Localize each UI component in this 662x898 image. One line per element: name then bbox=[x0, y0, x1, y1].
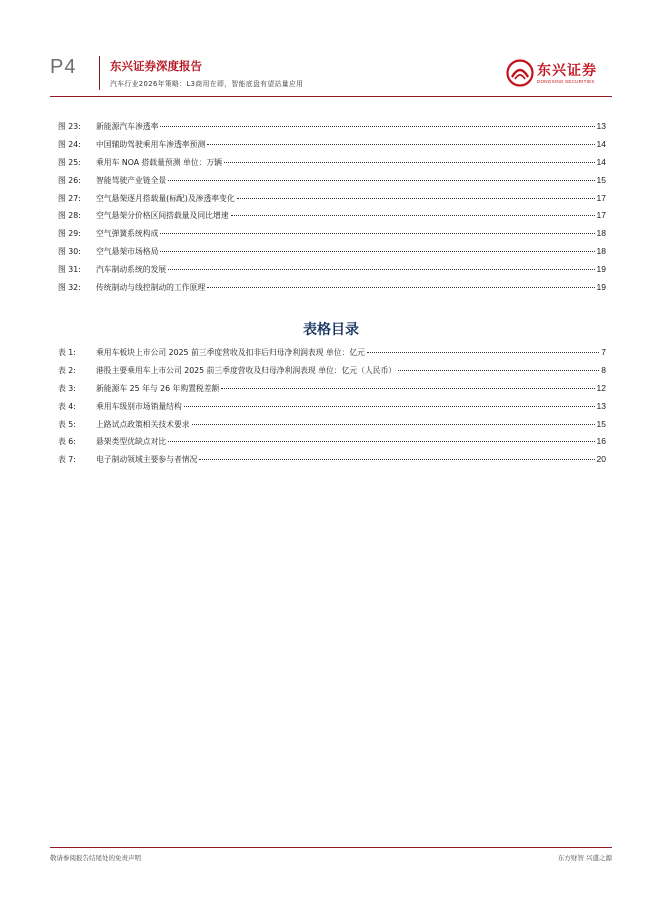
toc-dot-leader bbox=[192, 424, 595, 425]
toc-dot-leader bbox=[199, 459, 594, 460]
toc-entry[interactable] bbox=[58, 193, 606, 211]
toc-entry[interactable] bbox=[58, 282, 606, 300]
toc-entry-page: 18 bbox=[596, 246, 606, 257]
toc-entry-page: 7 bbox=[601, 347, 606, 357]
toc-entry-page: 17 bbox=[596, 192, 606, 203]
report-subtitle: 汽车行业2026年策略：L3商用在即，智能底盘有望站量应用 bbox=[110, 80, 304, 88]
toc-entry-title: 新能源车 25 年与 26 年购置税差额 bbox=[96, 383, 220, 393]
toc-entry-page: 12 bbox=[596, 382, 606, 393]
toc-entry-page: 16 bbox=[596, 436, 606, 447]
toc-dot-leader bbox=[168, 269, 594, 270]
toc-entry-page: 14 bbox=[596, 138, 606, 149]
toc-entry-label: 表 5: bbox=[58, 419, 76, 429]
toc-entry-page: 8 bbox=[601, 364, 606, 375]
toc-entry-title: 电子制动领域主要参与者情况 bbox=[96, 455, 198, 465]
toc-entry-page: 17 bbox=[596, 210, 606, 221]
toc-entry[interactable] bbox=[58, 210, 606, 228]
page-number: P4 bbox=[50, 56, 77, 78]
toc-entry-page: 15 bbox=[596, 418, 606, 429]
toc-entry-label: 表 2: bbox=[58, 365, 76, 375]
toc-dot-leader bbox=[207, 144, 594, 145]
toc-dot-leader bbox=[184, 406, 595, 407]
footer-disclaimer: 敬请参阅报告结尾处的免责声明 bbox=[50, 854, 141, 862]
toc-entry[interactable] bbox=[58, 347, 606, 365]
toc-entry-title: 港股主要乘用车上市公司 2025 前三季度营收及归母净利润表现 单位：亿元（人民币） bbox=[96, 365, 397, 375]
toc-entry-page: 14 bbox=[596, 156, 606, 167]
toc-entry[interactable] bbox=[58, 419, 606, 437]
toc-entry-page: 13 bbox=[596, 400, 606, 411]
toc-dot-leader bbox=[367, 352, 599, 353]
tables-toc-heading: 表格目录 bbox=[303, 322, 359, 338]
toc-entry-label: 图 24: bbox=[58, 139, 81, 149]
toc-entry-label: 图 30: bbox=[58, 247, 81, 257]
toc-dot-leader bbox=[160, 233, 594, 234]
tables-toc bbox=[58, 347, 606, 472]
toc-entry[interactable] bbox=[58, 436, 606, 454]
toc-entry-title: 传统制动与线控制动的工作原理 bbox=[96, 283, 206, 293]
toc-entry[interactable] bbox=[58, 246, 606, 264]
toc-dot-leader bbox=[207, 287, 594, 288]
header-divider bbox=[99, 56, 100, 90]
toc-entry-label: 图 29: bbox=[58, 229, 81, 239]
figures-toc bbox=[58, 121, 606, 300]
toc-entry[interactable] bbox=[58, 157, 606, 175]
toc-entry-title: 空气悬架逐月搭载量(标配)及渗透率变化 bbox=[96, 193, 235, 203]
toc-dot-leader bbox=[221, 388, 594, 389]
toc-entry-label: 表 4: bbox=[58, 401, 76, 411]
toc-entry-page: 13 bbox=[596, 121, 606, 131]
toc-entry-page: 19 bbox=[596, 264, 606, 275]
toc-entry[interactable] bbox=[58, 454, 606, 472]
toc-entry-label: 图 23: bbox=[58, 122, 81, 131]
toc-entry-title: 空气弹簧系统构成 bbox=[96, 229, 159, 239]
toc-dot-leader bbox=[224, 162, 595, 163]
toc-entry-title: 中国辅助驾驶乘用车渗透率预测 bbox=[96, 139, 206, 149]
logo-name-en: DONGXING SECURITIES bbox=[537, 79, 595, 84]
report-type: 东兴证券深度报告 bbox=[110, 59, 202, 73]
toc-entry-title: 智能驾驶产业链全景 bbox=[96, 175, 167, 185]
toc-entry[interactable] bbox=[58, 264, 606, 282]
footer-slogan: 东方财智 兴盛之源 bbox=[557, 854, 612, 862]
toc-dot-leader bbox=[398, 370, 599, 371]
toc-entry-title: 空气悬架市场格局 bbox=[96, 247, 159, 257]
toc-entry-label: 表 3: bbox=[58, 383, 76, 393]
toc-dot-leader bbox=[160, 126, 594, 127]
toc-entry[interactable] bbox=[58, 383, 606, 401]
toc-entry[interactable] bbox=[58, 121, 606, 139]
toc-entry-label: 表 7: bbox=[58, 455, 76, 465]
toc-dot-leader bbox=[237, 198, 595, 199]
toc-entry-title: 乘用车板块上市公司 2025 前三季度营收及扣非后归母净利润表现 单位：亿元 bbox=[96, 348, 365, 357]
footer-rule bbox=[50, 847, 612, 848]
toc-entry[interactable] bbox=[58, 228, 606, 246]
toc-entry-label: 图 27: bbox=[58, 193, 81, 203]
toc-entry[interactable] bbox=[58, 401, 606, 419]
toc-entry-title: 汽车制动系统的发展 bbox=[96, 265, 167, 275]
toc-entry-label: 图 31: bbox=[58, 265, 81, 275]
company-logo bbox=[506, 59, 610, 91]
toc-entry-page: 20 bbox=[596, 454, 606, 465]
toc-entry-label: 表 1: bbox=[58, 348, 76, 357]
toc-entry-page: 19 bbox=[596, 282, 606, 293]
toc-dot-leader bbox=[160, 251, 594, 252]
toc-dot-leader bbox=[168, 180, 594, 181]
toc-dot-leader bbox=[168, 441, 594, 442]
dongxing-logo-icon bbox=[506, 59, 534, 87]
toc-entry-label: 图 32: bbox=[58, 283, 81, 293]
toc-entry[interactable] bbox=[58, 365, 606, 383]
logo-name-cn: 东兴证券 bbox=[537, 63, 597, 79]
header-rule bbox=[50, 96, 612, 97]
toc-entry-page: 18 bbox=[596, 228, 606, 239]
toc-entry[interactable] bbox=[58, 139, 606, 157]
toc-entry-title: 上路试点政策相关技术要求 bbox=[96, 419, 190, 429]
toc-entry-title: 新能源汽车渗透率 bbox=[96, 122, 159, 131]
toc-entry-label: 图 25: bbox=[58, 157, 81, 167]
toc-entry-title: 乘用车级别市场销量结构 bbox=[96, 401, 182, 411]
toc-entry-title: 悬架类型优缺点对比 bbox=[96, 437, 167, 447]
toc-entry-label: 图 26: bbox=[58, 175, 81, 185]
toc-entry[interactable] bbox=[58, 175, 606, 193]
toc-entry-page: 15 bbox=[596, 174, 606, 185]
toc-entry-label: 表 6: bbox=[58, 437, 76, 447]
toc-dot-leader bbox=[231, 215, 595, 216]
toc-entry-label: 图 28: bbox=[58, 211, 81, 221]
toc-entry-title: 乘用车 NOA 搭载量预测 单位：万辆 bbox=[96, 157, 222, 167]
toc-entry-title: 空气悬架分价格区间搭载量及同比增速 bbox=[96, 211, 229, 221]
